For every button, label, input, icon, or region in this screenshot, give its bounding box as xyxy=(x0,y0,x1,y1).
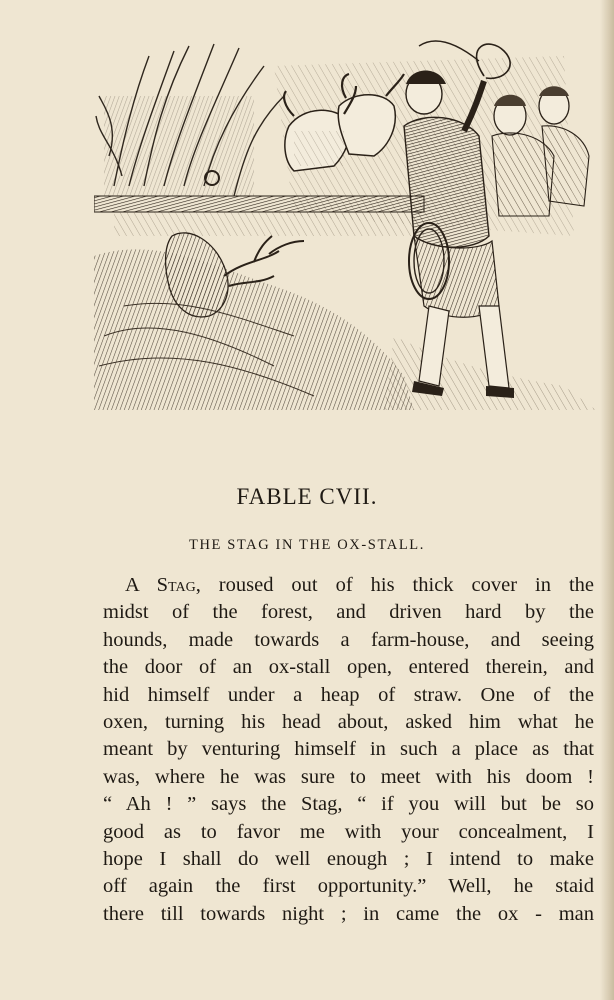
body-line: oxen, turning his head about, asked him what he xyxy=(103,711,594,734)
body-line: “ Ah ! ” says the Stag, “ if you will but be so xyxy=(103,793,594,816)
body-line: good as to favor me with your concealment, I xyxy=(103,820,594,843)
fable-subtitle: THE STAG IN THE OX-STALL. xyxy=(189,537,425,553)
fable-body xyxy=(103,572,594,928)
body-line: off again the first opportunity.” Well, he staid xyxy=(103,875,594,898)
body-line: hid himself under a heap of straw. One of the xyxy=(103,683,594,706)
body-line: the door of an ox-stall open, entered therein, and xyxy=(103,656,594,679)
body-line: A Stag, roused out of his thick cover in the xyxy=(125,574,594,596)
stag-in-ox-stall-illustration xyxy=(94,36,596,410)
body-line: was, where he was sure to meet with his doom ! xyxy=(103,765,594,788)
body-line: midst of the forest, and driven hard by the xyxy=(103,601,594,624)
body-line: there till towards night ; in came the ox - man xyxy=(103,902,594,925)
body-line: hounds, made towards a farm-house, and seeing xyxy=(103,628,594,651)
drop-word: A Stag xyxy=(125,574,196,596)
body-line: hope I shall do well enough ; I intend to make xyxy=(103,848,594,871)
fable-title: FABLE CVII. xyxy=(236,484,378,509)
body-line: meant by venturing himself in such a place as that xyxy=(103,738,594,761)
